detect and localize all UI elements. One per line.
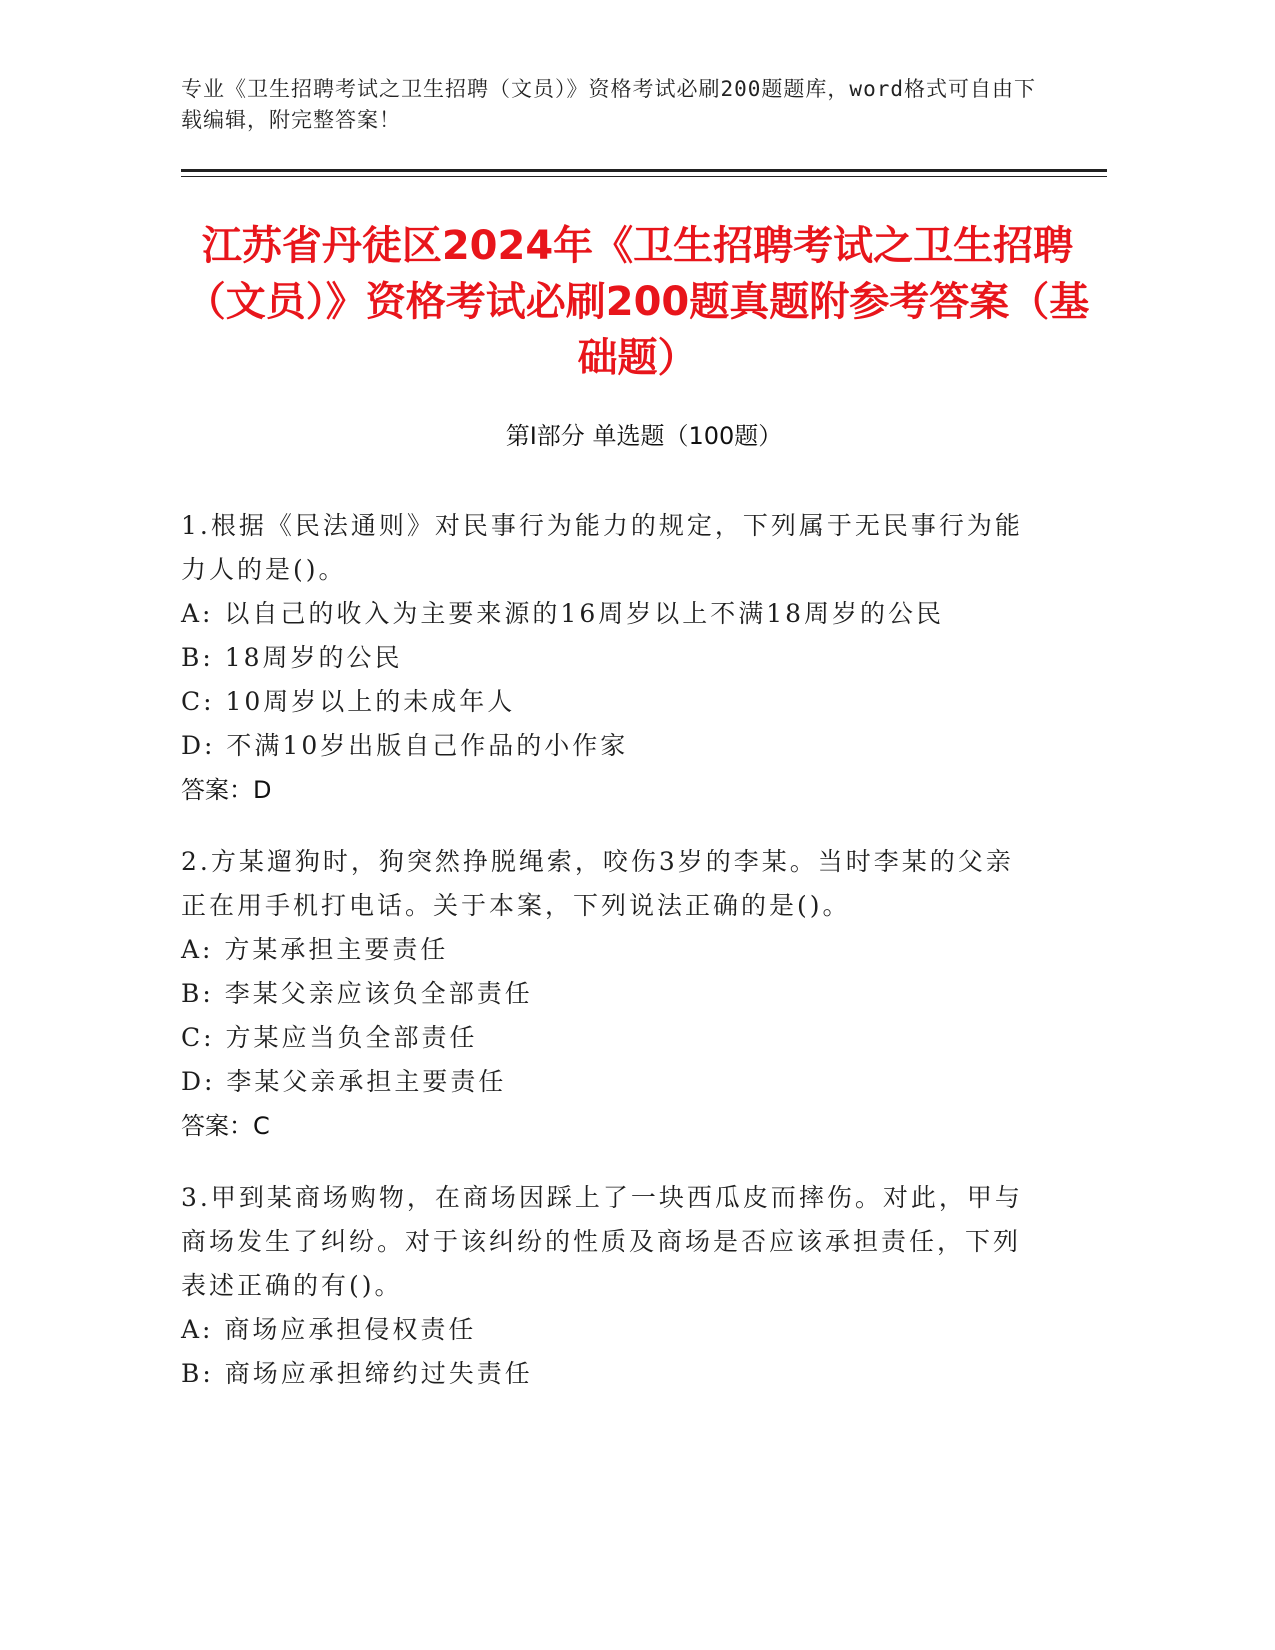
option-a: A: 以自己的收入为主要来源的16周岁以上不满18周岁的公民 bbox=[181, 599, 945, 628]
question-stem: 2.方某遛狗时，狗突然挣脱绳索，咬伤3岁的李某。当时李某的父亲正在用手机打电话。关于本案，下列说法正确的是()。 bbox=[181, 847, 1014, 920]
option-b: B: 李某父亲应该负全部责任 bbox=[181, 979, 533, 1008]
section-title: 第Ⅰ部分 单选题（100题） bbox=[505, 422, 783, 450]
question-stem: 1.根据《民法通则》对民事行为能力的规定，下列属于无民事行为能力人的是()。 bbox=[181, 511, 1023, 584]
answer: 答案：D bbox=[181, 776, 272, 804]
question-1 bbox=[181, 504, 1041, 812]
option-d: D: 不满10岁出版自己作品的小作家 bbox=[181, 731, 629, 760]
option-c: C: 方某应当负全部责任 bbox=[181, 1023, 478, 1052]
option-b: B: 18周岁的公民 bbox=[181, 643, 403, 672]
answer: 答案：C bbox=[181, 1112, 270, 1140]
option-c: C: 10周岁以上的未成年人 bbox=[181, 687, 516, 716]
header-note: 专业《卫生招聘考试之卫生招聘（文员）》资格考试必刷200题题库，word格式可自由下载编辑，附完整答案！ bbox=[181, 77, 1036, 132]
option-d: D: 李某父亲承担主要责任 bbox=[181, 1067, 507, 1096]
question-list bbox=[181, 504, 1041, 1424]
question-2 bbox=[181, 840, 1041, 1148]
header-divider-thick bbox=[181, 169, 1107, 172]
option-a: A: 方某承担主要责任 bbox=[181, 935, 449, 964]
question-stem: 3.甲到某商场购物，在商场因踩上了一块西瓜皮而摔伤。对此，甲与商场发生了纠纷。对于该纠纷的性质及商场是否应该承担责任，下列表述正确的有()。 bbox=[181, 1183, 1023, 1300]
document-title: 江苏省丹徒区2024年《卫生招聘考试之卫生招聘（文员）》资格考试必刷200题真题附参考答案（基础题） bbox=[185, 223, 1090, 381]
question-3 bbox=[181, 1176, 1041, 1396]
option-b: B: 商场应承担缔约过失责任 bbox=[181, 1359, 533, 1388]
option-a: A: 商场应承担侵权责任 bbox=[181, 1315, 477, 1344]
header-divider-thin bbox=[181, 176, 1107, 177]
